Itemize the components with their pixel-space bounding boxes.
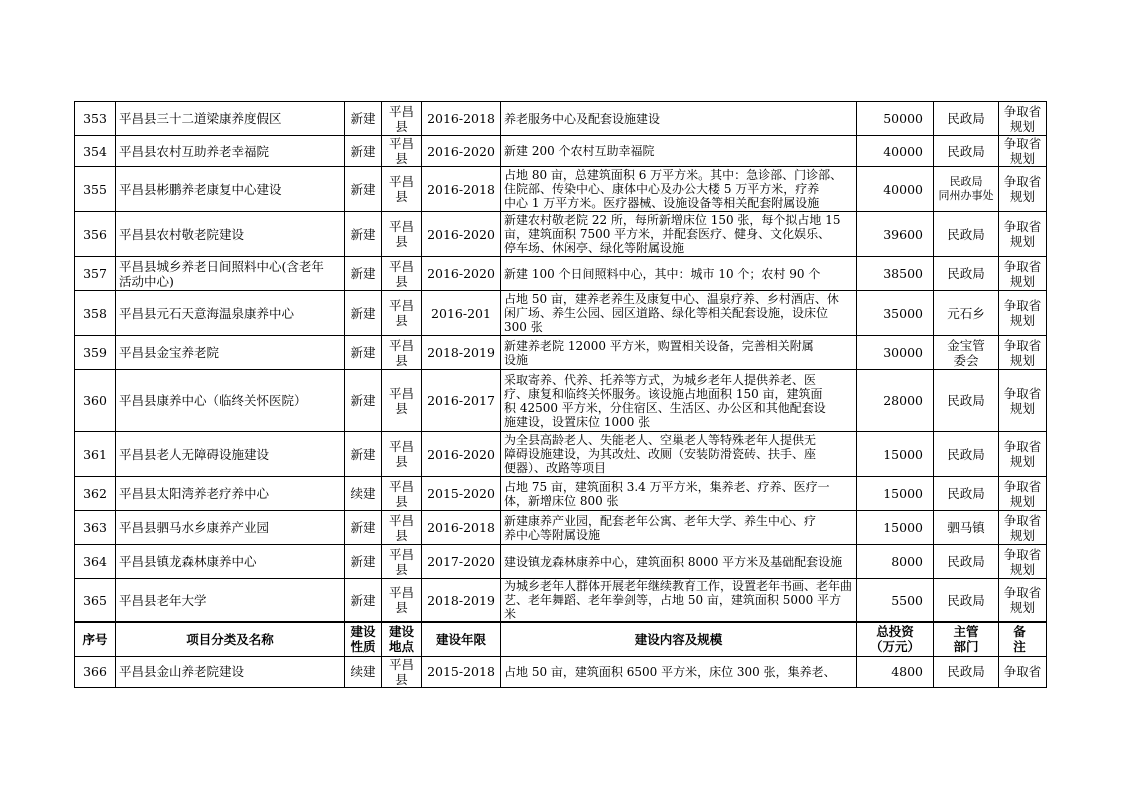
remarks-line: 规划 bbox=[1009, 313, 1035, 328]
header-location bbox=[382, 622, 422, 656]
project-name bbox=[116, 257, 345, 291]
project-name-line: 平昌县太阳湾养老疗养中心 bbox=[119, 486, 270, 501]
project-name bbox=[116, 291, 345, 336]
total-investment: 8000 bbox=[857, 545, 934, 579]
department-line: 委会 bbox=[953, 352, 979, 368]
remarks-line: 争取省 bbox=[1003, 174, 1042, 189]
construction-content-line: 新建 200 个农村互助幸福院 bbox=[504, 144, 655, 158]
department bbox=[934, 291, 999, 336]
construction-content-line: 亩，建筑面积 7500 平方米，并配套医疗、健身、文化娱乐、 bbox=[504, 227, 831, 241]
construction-content bbox=[501, 212, 857, 257]
construction-content-line: 采取寄养、代养、托养等方式，为城乡老年人提供养老、医 bbox=[504, 372, 817, 387]
remarks-line: 争取省 bbox=[1003, 103, 1042, 119]
construction-content bbox=[501, 432, 857, 477]
remarks-line: 规划 bbox=[1009, 493, 1035, 509]
remarks bbox=[999, 212, 1047, 257]
construction-nature: 新建 bbox=[345, 102, 382, 136]
row-number: 360 bbox=[75, 370, 116, 432]
project-name-line: 平昌县金山养老院建设 bbox=[119, 664, 245, 679]
construction-content-line: 占地 50 亩，建筑面积 6500 平方米，床位 300 张，集养老、 bbox=[504, 664, 836, 679]
construction-content-line: 闲广场、养生公园、园区道路、绿化等相关配套设施，设床位 bbox=[504, 306, 829, 320]
table-body bbox=[75, 102, 1047, 688]
total-investment: 28000 bbox=[857, 370, 934, 432]
remarks-line: 规划 bbox=[1009, 118, 1035, 134]
project-name bbox=[116, 432, 345, 477]
department-line: 同州办事处 bbox=[938, 189, 994, 202]
total-investment: 15000 bbox=[857, 432, 934, 477]
remarks bbox=[999, 545, 1047, 579]
row-number: 364 bbox=[75, 545, 116, 579]
construction-content-line: 占地 75 亩，建筑面积 3.4 万平方米，集养老、疗养、医疗一 bbox=[504, 479, 830, 494]
construction-period: 2017-2020 bbox=[422, 545, 501, 579]
total-investment: 38500 bbox=[857, 257, 934, 291]
remarks-line: 规划 bbox=[1009, 561, 1035, 577]
row-number: 357 bbox=[75, 257, 116, 291]
department bbox=[934, 257, 999, 291]
header-note: 备 注 bbox=[999, 622, 1047, 656]
project-name-line: 平昌县城乡养老日间照料中心(含老年 bbox=[119, 258, 324, 274]
remarks bbox=[999, 336, 1047, 370]
project-name bbox=[116, 336, 345, 370]
remarks bbox=[999, 370, 1047, 432]
total-investment: 35000 bbox=[857, 291, 934, 336]
construction-content-line: 停车场、休闲亭、绿化等附属设施 bbox=[504, 241, 685, 255]
construction-nature: 新建 bbox=[345, 545, 382, 579]
project-name bbox=[116, 545, 345, 579]
project-name-line: 平昌县驷马水乡康养产业园 bbox=[119, 520, 270, 535]
header-department-line: 主管 bbox=[953, 624, 979, 640]
table-row bbox=[75, 370, 1047, 432]
table-row bbox=[75, 212, 1047, 257]
construction-location: 平昌县 bbox=[382, 511, 422, 545]
remarks-line: 争取省 bbox=[1003, 546, 1042, 562]
construction-period: 2016-2018 bbox=[422, 167, 501, 212]
row-number: 365 bbox=[75, 579, 116, 623]
remarks-line: 规划 bbox=[1009, 454, 1035, 469]
table-row bbox=[75, 656, 1047, 687]
construction-nature: 新建 bbox=[345, 370, 382, 432]
construction-nature: 新建 bbox=[345, 167, 382, 212]
row-number: 358 bbox=[75, 291, 116, 336]
construction-content-line: 为全县高龄老人、失能老人、空巢老人等特殊老年人提供无 bbox=[504, 433, 817, 447]
department-line: 民政局 bbox=[947, 226, 985, 242]
department-line: 民政局 bbox=[947, 486, 985, 501]
table-row bbox=[75, 545, 1047, 579]
construction-period: 2018-2019 bbox=[422, 336, 501, 370]
table-header-row bbox=[75, 622, 1047, 656]
construction-nature: 新建 bbox=[345, 432, 382, 477]
construction-content bbox=[501, 102, 857, 136]
construction-content-line: 300 张 bbox=[504, 320, 543, 334]
remarks-line: 规划 bbox=[1009, 352, 1035, 368]
project-name-line: 平昌县彬鹏养老康复中心建设 bbox=[119, 181, 282, 197]
construction-period: 2018-2019 bbox=[422, 579, 501, 623]
construction-period: 2016-2017 bbox=[422, 370, 501, 432]
table-row bbox=[75, 477, 1047, 511]
construction-content-line: 新建农村敬老院 22 所，每所新增床位 150 张，每个拟占地 15 bbox=[504, 213, 841, 227]
construction-nature: 续建 bbox=[345, 656, 382, 687]
construction-content-line: 占地 80 亩，总建筑面积 6 万平方米。其中：急诊部、门诊部、 bbox=[504, 168, 843, 182]
construction-content bbox=[501, 257, 857, 291]
department-line: 金宝管 bbox=[947, 337, 985, 353]
total-investment: 4800 bbox=[857, 656, 934, 687]
project-name-line: 平昌县三十二道梁康养度假区 bbox=[119, 111, 282, 126]
remarks-line: 争取省 bbox=[1003, 664, 1042, 679]
remarks bbox=[999, 579, 1047, 623]
header-location-line: 地点 bbox=[388, 639, 414, 655]
construction-content-line: 便器）、改路等项目 bbox=[504, 461, 607, 475]
department-line: 民政局 bbox=[947, 393, 985, 408]
total-investment: 15000 bbox=[857, 511, 934, 545]
construction-period: 2015-2018 bbox=[422, 656, 501, 687]
remarks-line: 规划 bbox=[1009, 400, 1035, 416]
project-name bbox=[116, 167, 345, 212]
construction-content-line: 养中心等附属设施 bbox=[504, 527, 601, 542]
remarks-line: 争取省 bbox=[1003, 258, 1042, 274]
construction-nature: 新建 bbox=[345, 579, 382, 623]
row-number: 353 bbox=[75, 102, 116, 136]
construction-content bbox=[501, 336, 857, 370]
remarks bbox=[999, 432, 1047, 477]
construction-content-line: 养老服务中心及配套设施建设 bbox=[504, 111, 661, 126]
total-investment: 15000 bbox=[857, 477, 934, 511]
department-line: 民政局 bbox=[947, 554, 985, 569]
construction-location: 平昌县 bbox=[382, 257, 422, 291]
construction-content-line: 积 42500 平方米，分住宿区、生活区、办公区和其他配套设 bbox=[504, 400, 826, 415]
project-name bbox=[116, 102, 345, 136]
remarks-line: 争取省 bbox=[1003, 512, 1042, 528]
construction-content bbox=[501, 136, 857, 167]
construction-nature: 续建 bbox=[345, 477, 382, 511]
construction-content-line: 占地 50 亩，建养老养生及康复中心、温泉疗养、乡村酒店、休 bbox=[504, 292, 839, 306]
project-name-line: 平昌县农村互助养老幸福院 bbox=[119, 143, 270, 159]
construction-content bbox=[501, 579, 857, 623]
construction-content-line: 新建康养产业园，配套老年公寓、老年大学、养生中心、疗 bbox=[504, 513, 817, 528]
department bbox=[934, 579, 999, 623]
construction-period: 2016-2020 bbox=[422, 136, 501, 167]
construction-period: 2016-2018 bbox=[422, 511, 501, 545]
construction-content bbox=[501, 477, 857, 511]
construction-period: 2016-201 bbox=[422, 291, 501, 336]
table-row bbox=[75, 257, 1047, 291]
construction-content-line: 设施 bbox=[504, 352, 529, 367]
project-name bbox=[116, 212, 345, 257]
header-name: 项目分类及名称 bbox=[116, 622, 345, 656]
header-investment-line: （万元） bbox=[869, 639, 920, 655]
construction-period: 2016-2020 bbox=[422, 212, 501, 257]
remarks bbox=[999, 656, 1047, 687]
remarks-line: 争取省 bbox=[1003, 439, 1042, 454]
department bbox=[934, 212, 999, 257]
construction-content-line: 障碍设施建设，为其改灶、改厕（安装防滑瓷砖、扶手、座 bbox=[504, 447, 817, 461]
department-line: 民政局 bbox=[947, 446, 985, 462]
remarks-line: 争取省 bbox=[1003, 385, 1042, 401]
row-number: 366 bbox=[75, 656, 116, 687]
construction-period: 2015-2020 bbox=[422, 477, 501, 511]
remarks-line: 争取省 bbox=[1003, 337, 1042, 353]
row-number: 362 bbox=[75, 477, 116, 511]
department bbox=[934, 370, 999, 432]
table-row bbox=[75, 579, 1047, 623]
remarks-line: 争取省 bbox=[1003, 298, 1042, 313]
project-name-line: 平昌县老年大学 bbox=[119, 592, 207, 608]
project-name bbox=[116, 656, 345, 687]
project-name-line: 活动中心) bbox=[119, 273, 174, 289]
row-number: 361 bbox=[75, 432, 116, 477]
construction-location: 平昌县 bbox=[382, 370, 422, 432]
department bbox=[934, 336, 999, 370]
construction-content bbox=[501, 167, 857, 212]
construction-location: 平昌县 bbox=[382, 136, 422, 167]
header-location-line: 建设 bbox=[388, 624, 414, 640]
construction-nature: 新建 bbox=[345, 336, 382, 370]
project-name bbox=[116, 370, 345, 432]
header-investment bbox=[857, 622, 934, 656]
construction-content bbox=[501, 545, 857, 579]
construction-location: 平昌县 bbox=[382, 579, 422, 623]
total-investment: 30000 bbox=[857, 336, 934, 370]
remarks-line: 规划 bbox=[1009, 600, 1035, 615]
construction-content-line: 建设镇龙森林康养中心，建筑面积 8000 平方米及基础配套设施 bbox=[504, 554, 843, 569]
construction-period: 2016-2018 bbox=[422, 102, 501, 136]
table-row bbox=[75, 432, 1047, 477]
table-row bbox=[75, 136, 1047, 167]
remarks-line: 规划 bbox=[1009, 189, 1035, 204]
department bbox=[934, 511, 999, 545]
project-name bbox=[116, 579, 345, 623]
header-department bbox=[934, 622, 999, 656]
construction-period: 2016-2020 bbox=[422, 432, 501, 477]
total-investment: 5500 bbox=[857, 579, 934, 623]
construction-content bbox=[501, 291, 857, 336]
construction-content-line: 疗、康复和临终关怀服务。该设施占地面积 150 亩，建筑面 bbox=[504, 386, 823, 401]
department bbox=[934, 136, 999, 167]
project-name bbox=[116, 477, 345, 511]
remarks bbox=[999, 136, 1047, 167]
project-name bbox=[116, 136, 345, 167]
remarks-line: 规划 bbox=[1009, 234, 1035, 249]
construction-location: 平昌县 bbox=[382, 336, 422, 370]
construction-content-line: 施建设，设置床位 1000 张 bbox=[504, 414, 651, 429]
construction-content-line: 新建养老院 12000 平方米，购置相关设备，完善相关附属 bbox=[504, 338, 814, 353]
table-row bbox=[75, 511, 1047, 545]
project-name-line: 平昌县金宝养老院 bbox=[119, 345, 220, 360]
department-line: 民政局 bbox=[947, 266, 985, 281]
construction-nature: 新建 bbox=[345, 511, 382, 545]
construction-location: 平昌县 bbox=[382, 545, 422, 579]
department-line: 民政局 bbox=[947, 664, 985, 679]
project-name-line: 平昌县农村敬老院建设 bbox=[119, 226, 245, 242]
header-investment-line: 总投资 bbox=[876, 624, 914, 640]
table-row bbox=[75, 167, 1047, 212]
total-investment: 40000 bbox=[857, 167, 934, 212]
remarks-line: 争取省 bbox=[1003, 136, 1042, 151]
remarks-line: 争取省 bbox=[1003, 219, 1042, 234]
construction-content-line: 为城乡老年人群体开展老年继续教育工作，设置老年书画、老年曲 bbox=[504, 579, 853, 593]
construction-nature: 新建 bbox=[345, 212, 382, 257]
project-name-line: 平昌县康养中心（临终关怀医院） bbox=[119, 393, 307, 408]
project-name-line: 平昌县元石天意海温泉康养中心 bbox=[119, 305, 295, 321]
remarks bbox=[999, 291, 1047, 336]
construction-content-line: 住院部、传染中心、康体中心及办公大楼 5 万平方米，疗养 bbox=[504, 182, 820, 196]
header-content: 建设内容及规模 bbox=[501, 622, 857, 656]
construction-location: 平昌县 bbox=[382, 212, 422, 257]
department bbox=[934, 167, 999, 212]
construction-content bbox=[501, 370, 857, 432]
header-period: 建设年限 bbox=[422, 622, 501, 656]
remarks-line: 规划 bbox=[1009, 151, 1035, 166]
table-row bbox=[75, 102, 1047, 136]
project-name bbox=[116, 511, 345, 545]
department-line: 驷马镇 bbox=[947, 520, 985, 535]
department bbox=[934, 102, 999, 136]
construction-nature: 新建 bbox=[345, 257, 382, 291]
construction-location: 平昌县 bbox=[382, 291, 422, 336]
header-nature bbox=[345, 622, 382, 656]
department-line: 民政局 bbox=[947, 111, 985, 126]
department-line: 元石乡 bbox=[947, 305, 985, 321]
remarks-line: 争取省 bbox=[1003, 478, 1042, 494]
remarks bbox=[999, 477, 1047, 511]
construction-location: 平昌县 bbox=[382, 656, 422, 687]
department bbox=[934, 432, 999, 477]
construction-content bbox=[501, 511, 857, 545]
construction-nature: 新建 bbox=[345, 136, 382, 167]
department-line: 民政局 bbox=[947, 592, 985, 608]
construction-content-line: 中心 1 万平方米。医疗器械、设施设备等相关配套附属设施 bbox=[504, 196, 820, 210]
remarks-line: 争取省 bbox=[1003, 585, 1042, 600]
remarks bbox=[999, 102, 1047, 136]
remarks bbox=[999, 257, 1047, 291]
construction-location: 平昌县 bbox=[382, 167, 422, 212]
table-row bbox=[75, 336, 1047, 370]
remarks-line: 规划 bbox=[1009, 527, 1035, 543]
row-number: 356 bbox=[75, 212, 116, 257]
construction-content-line: 新建 100 个日间照料中心，其中：城市 10 个；农村 90 个 bbox=[504, 266, 821, 281]
header-nature-line: 性质 bbox=[350, 639, 376, 655]
project-table bbox=[74, 101, 1047, 688]
table-row bbox=[75, 291, 1047, 336]
construction-nature: 新建 bbox=[345, 291, 382, 336]
construction-content bbox=[501, 656, 857, 687]
construction-location: 平昌县 bbox=[382, 432, 422, 477]
row-number: 355 bbox=[75, 167, 116, 212]
total-investment: 50000 bbox=[857, 102, 934, 136]
construction-location: 平昌县 bbox=[382, 477, 422, 511]
header-no: 序号 bbox=[75, 622, 116, 656]
construction-period: 2016-2020 bbox=[422, 257, 501, 291]
header-nature-line: 建设 bbox=[350, 624, 376, 640]
row-number: 363 bbox=[75, 511, 116, 545]
row-number: 359 bbox=[75, 336, 116, 370]
row-number: 354 bbox=[75, 136, 116, 167]
department bbox=[934, 477, 999, 511]
project-name-line: 平昌县老人无障碍设施建设 bbox=[119, 446, 270, 462]
header-department-line: 部门 bbox=[953, 639, 979, 655]
department bbox=[934, 545, 999, 579]
project-name-line: 平昌县镇龙森林康养中心 bbox=[119, 554, 257, 569]
construction-content-line: 体，新增床位 800 张 bbox=[504, 493, 619, 508]
department-line: 民政局 bbox=[947, 143, 985, 159]
remarks bbox=[999, 167, 1047, 212]
department bbox=[934, 656, 999, 687]
total-investment: 40000 bbox=[857, 136, 934, 167]
total-investment: 39600 bbox=[857, 212, 934, 257]
remarks-line: 规划 bbox=[1009, 273, 1035, 289]
department-line: 民政局 bbox=[949, 175, 983, 188]
construction-location: 平昌县 bbox=[382, 102, 422, 136]
construction-content-line: 艺、老年舞蹈、老年拳剑等，占地 50 亩，建筑面积 5000 平方米 bbox=[504, 593, 842, 621]
remarks bbox=[999, 511, 1047, 545]
